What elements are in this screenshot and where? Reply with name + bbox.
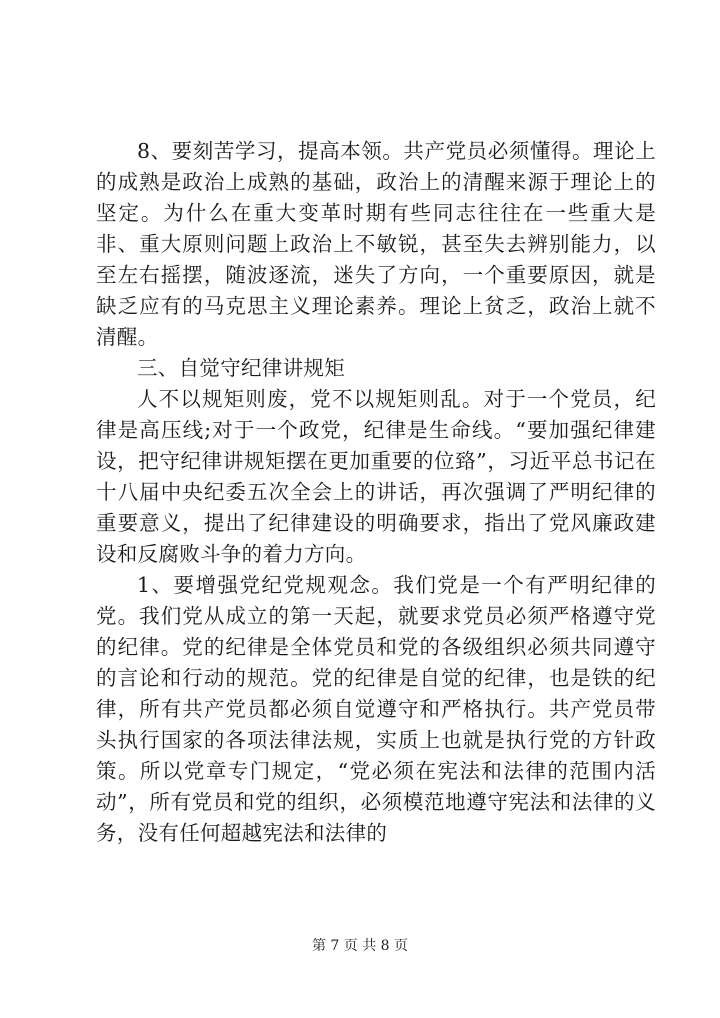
document-body xyxy=(96,136,656,849)
paragraph-party-rules: 1、要增强党纪党规观念。我们党是一个有严明纪律的党。我们党从成立的第一天起，就要求党员必须严格遵守党的纪律。党的纪律是全体党员和党的各级组织必须共同遵守的言论和行动的规范。党的纪律是自觉的纪律，也是铁的纪律，所有共产党员都必须自觉遵守和严格执行。共产党员带头执行国家的各项法律法规，实质上也就是执行党的方针政策。所以党章专门规定，“党必须在宪法和法律的范围内活动”，所有党员和党的组织，必须模范地遵守宪法和法律的义务，没有任何超越宪法和法律的 xyxy=(96,573,656,845)
section-heading-discipline: 三、自觉守纪律讲规矩 xyxy=(137,356,345,380)
paragraph-discipline-intro: 人不以规矩则废，党不以规矩则乱。对于一个党员，纪律是高压线;对于一个政党，纪律是生命线。“要加强纪律建设，把守纪律讲规矩摆在更加重要的位臵”，习近平总书记在十八届中央纪委五次全会上的讲话，再次强调了严明纪律的重要意义，提出了纪律建设的明确要求，指出了党风廉政建设和反腐败斗争的着力方向。 xyxy=(96,387,656,566)
page-footer: 第 7 页 共 8 页 xyxy=(311,938,409,954)
paragraph-study: 8、要刻苦学习，提高本领。共产党员必须懂得。理论上的成熟是政治上成熟的基础，政治上的清醒来源于理论上的坚定。为什么在重大变革时期有些同志往往在一些重大是非、重大原则问题上政治上不敏锐，甚至失去辨别能力，以至左右摇摆，随波逐流，迷失了方向，一个重要原因，就是缺乏应有的马克思主义理论素养。理论上贫乏，政治上就不清醒。 xyxy=(96,139,656,349)
